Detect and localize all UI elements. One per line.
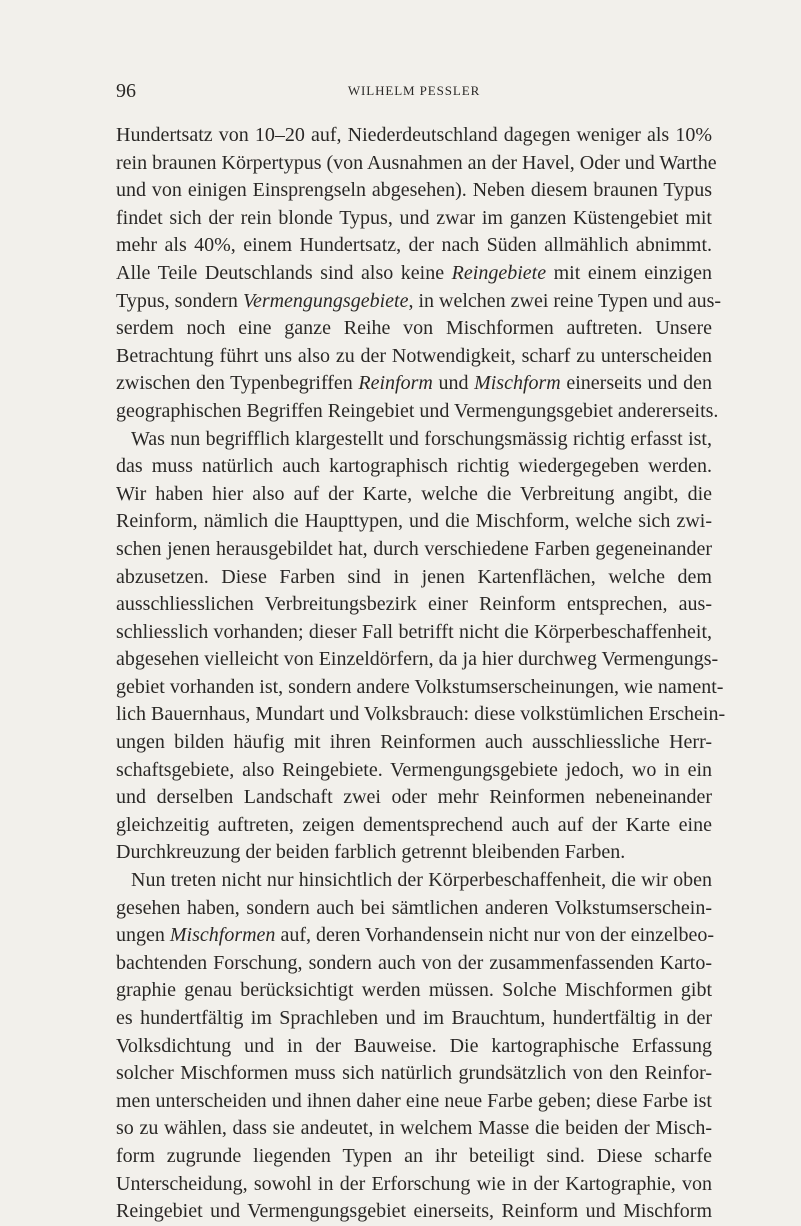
emphasized-term: Reinform: [358, 372, 433, 395]
text-line: graphie genau berücksichtigt werden müssen. Solche Mischformen gibt: [116, 979, 712, 1002]
text-line: ungen Mischformen auf, deren Vorhandensein nicht nur von der einzelbeo-: [116, 924, 714, 947]
text-line: serdem noch eine ganze Reihe von Mischformen auftreten. Unsere: [116, 317, 712, 340]
emphasized-term: Mischform: [474, 372, 561, 395]
text-line: Wir haben hier also auf der Karte, welche die Verbreitung angibt, die: [116, 482, 712, 505]
text-line: Was nun begrifflich klargestellt und forschungsmässig richtig erfasst ist,: [131, 427, 712, 450]
text-line: abgesehen vielleicht von Einzeldörfern, da ja hier durchweg Vermengungs-: [116, 648, 719, 671]
text-line: geographischen Begriffen Reingebiet und Vermengungsgebiet andererseits.: [116, 399, 719, 422]
text-line: gesehen haben, sondern auch bei sämtlichen anderen Volkstumserschein-: [116, 896, 712, 919]
text-line: schliesslich vorhanden; dieser Fall betrifft nicht die Körperbeschaffenheit,: [116, 620, 712, 643]
text-line: und derselben Landschaft zwei oder mehr Reinformen nebeneinander: [116, 786, 712, 809]
text-line: Betrachtung führt uns also zu der Notwendigkeit, scharf zu unterscheiden: [116, 344, 712, 367]
text-line: Unterscheidung, sowohl in der Erforschung wie in der Kartographie, von: [116, 1172, 712, 1195]
text-line: mehr als 40%, einem Hundertsatz, der nach Süden allmählich abnimmt.: [116, 234, 712, 257]
text-line: Volksdichtung und in der Bauweise. Die kartographische Erfassung: [116, 1034, 712, 1057]
page-number: 96: [116, 80, 136, 102]
text-line: Nun treten nicht nur hinsichtlich der Körperbeschaffenheit, die wir oben: [131, 869, 712, 892]
running-title: WILHELM PESSLER: [347, 83, 481, 98]
text-line: bachtenden Forschung, sondern auch von der zusammenfassenden Karto-: [116, 951, 712, 974]
text-line: zwischen den Typenbegriffen Reinform und Mischform einerseits und den: [116, 372, 712, 395]
text-line: schen jenen herausgebildet hat, durch verschiedene Farben gegeneinander: [116, 537, 712, 560]
text-line: gleichzeitig auftreten, zeigen dementsprechend auch auf der Karte eine: [116, 813, 712, 836]
text-line: ungen bilden häufig mit ihren Reinformen auch ausschliessliche Herr-: [116, 731, 712, 754]
emphasized-term: Reingebiete: [451, 261, 547, 284]
emphasized-term: Mischformen: [169, 924, 276, 947]
text-line: ausschliesslichen Verbreitungsbezirk einer Reinform entsprechen, aus-: [116, 593, 712, 616]
text-line: gebiet vorhanden ist, sondern andere Volkstumserscheinungen, wie nament-: [116, 675, 724, 698]
running-head: [116, 79, 712, 103]
text-line: Reinform, nämlich die Haupttypen, und die Mischform, welche sich zwi-: [116, 510, 712, 533]
text-line: und von einigen Einsprengseln abgesehen). Neben diesem braunen Typus: [116, 179, 712, 202]
text-line: Durchkreuzung der beiden farblich getrennt bleibenden Farben.: [116, 841, 626, 864]
text-line: schaftsgebiete, also Reingebiete. Vermengungsgebiete jedoch, wo in ein: [116, 758, 712, 781]
text-line: men unterscheiden und ihnen daher eine neue Farbe geben; diese Farbe ist: [116, 1089, 712, 1112]
body-text: [116, 122, 726, 1226]
text-line: so zu wählen, dass sie andeutet, in welchem Masse die beiden der Misch-: [116, 1117, 712, 1140]
text-line: Alle Teile Deutschlands sind also keine Reingebiete mit einem einzigen: [116, 261, 712, 284]
text-line: form zugrunde liegenden Typen an ihr beteiligt sind. Diese scharfe: [116, 1144, 712, 1167]
text-line: es hundertfältig im Sprachleben und im Brauchtum, hundertfältig in der: [116, 1007, 712, 1029]
text-line: lich Bauernhaus, Mundart und Volksbrauch: diese volkstümlichen Erschein-: [116, 703, 726, 726]
text-line: das muss natürlich auch kartographisch richtig wiedergegeben werden.: [116, 455, 712, 478]
text-line: Reingebiet und Vermengungsgebiet einerseits, Reinform und Mischform: [116, 1200, 712, 1223]
text-line: solcher Mischformen muss sich natürlich grundsätzlich von den Reinfor-: [116, 1062, 712, 1085]
emphasized-term: Vermengungsgebiete: [242, 289, 409, 312]
text-line: abzusetzen. Diese Farben sind in jenen Kartenflächen, welche dem: [116, 565, 712, 588]
text-line: rein braunen Körpertypus (von Ausnahmen an der Havel, Oder und Warthe: [116, 151, 717, 174]
text-line: Hundertsatz von 10–20 auf, Niederdeutschland dagegen weniger als 10%: [116, 124, 712, 146]
text-line: findet sich der rein blonde Typus, und zwar im ganzen Küstengebiet mit: [116, 206, 712, 229]
text-line: Typus, sondern Vermengungsgebiete, in welchen zwei reine Typen und aus-: [116, 289, 722, 312]
